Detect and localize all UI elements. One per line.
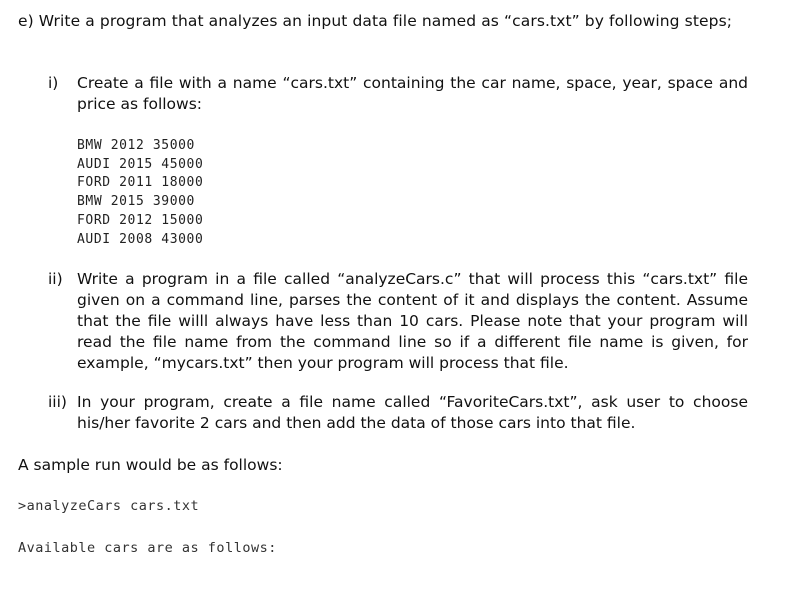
- code-line: FORD 2011 18000: [77, 175, 204, 191]
- sample-run-label: A sample run would be as follows:: [18, 456, 283, 474]
- sample-command: >analyzeCars cars.txt: [18, 498, 200, 514]
- code-line: BMW 2015 39000: [77, 194, 195, 210]
- question-heading: e) Write a program that analyzes an input data file named as “cars.txt” by following steps;: [18, 12, 733, 30]
- step-marker: i): [48, 74, 59, 92]
- code-line: AUDI 2008 43000: [77, 231, 204, 247]
- code-line: AUDI 2015 45000: [77, 156, 204, 172]
- step-i: [48, 73, 748, 115]
- step-text: Write a program in a file called “analyzeCars.c” that will process this “cars.txt” file given on a command line, parses the content of it and displays the content. Assume that the file willl always have less than 10 cars. Please note that your program will read the file name from the command line so if a different file name is given, for example, “mycars.txt” then your program will process that file.: [77, 270, 748, 372]
- sample-output-line: Available cars are as follows:: [18, 540, 277, 556]
- step-iii: [48, 392, 748, 434]
- code-line: FORD 2012 15000: [77, 212, 204, 228]
- step-text: Create a file with a name “cars.txt” containing the car name, space, year, space and price as follows:: [77, 74, 748, 113]
- step-text: In your program, create a file name called “FavoriteCars.txt”, ask user to choose his/her favorite 2 cars and then add the data of those cars into that file.: [77, 393, 748, 432]
- step-marker: ii): [48, 270, 63, 288]
- cars-file-content: [77, 137, 203, 249]
- step-ii: [48, 269, 748, 374]
- code-line: BMW 2012 35000: [77, 138, 195, 153]
- step-marker: iii): [48, 393, 67, 411]
